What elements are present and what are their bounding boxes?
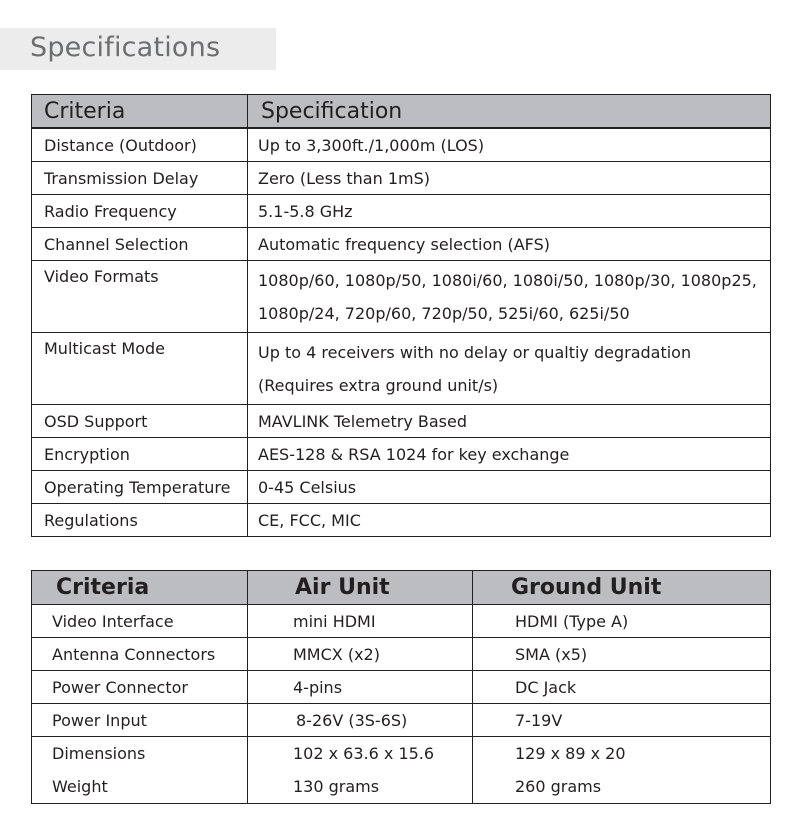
table-row <box>32 261 771 333</box>
criteria-cell: Antenna Connectors <box>32 638 248 671</box>
criteria-cell: Power Input <box>32 704 248 737</box>
table-row <box>32 704 771 737</box>
air-unit-cell: MMCX (x2) <box>248 638 473 671</box>
criteria-cell: Encryption <box>32 438 248 471</box>
header-air-unit: Air Unit <box>248 571 473 605</box>
spec-cell <box>248 333 771 405</box>
table-row <box>32 504 771 537</box>
air-unit-cell: 4-pins <box>248 671 473 704</box>
air-unit-cell: 8-26V (3S-6S) <box>248 704 473 737</box>
table-header-row <box>32 95 771 129</box>
table-row <box>32 333 771 405</box>
ground-unit-cell: HDMI (Type A) <box>473 605 771 638</box>
table-row <box>32 671 771 704</box>
table-header-row <box>32 571 771 605</box>
air-unit-line: 102 x 63.6 x 15.6 <box>293 744 435 763</box>
criteria-cell: OSD Support <box>32 405 248 438</box>
units-comparison-table <box>31 570 771 804</box>
criteria-cell: Transmission Delay <box>32 162 248 195</box>
spec-line: Up to 4 receivers with no delay or qualtiy degradation <box>258 342 692 362</box>
specifications-table <box>31 94 771 537</box>
spec-cell: 5.1-5.8 GHz <box>248 195 771 228</box>
spec-cell: Up to 3,300ft./1,000m (LOS) <box>248 128 771 162</box>
header-specification: Specification <box>248 95 771 129</box>
table-row <box>32 128 771 162</box>
ground-unit-cell: SMA (x5) <box>473 638 771 671</box>
spec-cell <box>248 261 771 333</box>
air-unit-cell: mini HDMI <box>248 605 473 638</box>
spec-cell: Zero (Less than 1mS) <box>248 162 771 195</box>
criteria-cell: Regulations <box>32 504 248 537</box>
spec-cell: AES-128 & RSA 1024 for key exchange <box>248 438 771 471</box>
criteria-cell: Channel Selection <box>32 228 248 261</box>
criteria-cell: Radio Frequency <box>32 195 248 228</box>
ground-unit-line: 129 x 89 x 20 <box>515 744 626 763</box>
ground-unit-cell: 7-19V <box>473 704 771 737</box>
table-row <box>32 195 771 228</box>
header-ground-unit: Ground Unit <box>473 571 771 605</box>
spec-cell: 0-45 Celsius <box>248 471 771 504</box>
table-row <box>32 605 771 638</box>
ground-unit-cell <box>473 737 771 804</box>
criteria-line: Weight <box>52 777 108 796</box>
table-row <box>32 471 771 504</box>
spec-line: (Requires extra ground unit/s) <box>258 375 499 395</box>
page-title: Specifications <box>30 32 221 63</box>
table-row <box>32 638 771 671</box>
criteria-cell: Multicast Mode <box>32 333 248 405</box>
air-unit-cell <box>248 737 473 804</box>
table-row <box>32 438 771 471</box>
criteria-line: Dimensions <box>52 744 146 763</box>
header-criteria: Criteria <box>32 571 248 605</box>
criteria-cell: Video Interface <box>32 605 248 638</box>
spec-line: 1080p/60, 1080p/50, 1080i/60, 1080i/50, 1080p/30, 1080p25, <box>258 270 757 290</box>
criteria-cell <box>32 737 248 804</box>
table-row <box>32 228 771 261</box>
air-unit-line: 130 grams <box>293 777 380 796</box>
criteria-cell: Distance (Outdoor) <box>32 128 248 162</box>
table-row <box>32 405 771 438</box>
criteria-cell: Video Formats <box>32 261 248 333</box>
table-row <box>32 162 771 195</box>
spec-cell: Automatic frequency selection (AFS) <box>248 228 771 261</box>
criteria-cell: Power Connector <box>32 671 248 704</box>
ground-unit-cell: DC Jack <box>473 671 771 704</box>
spec-line: 1080p/24, 720p/60, 720p/50, 525i/60, 625i/50 <box>258 303 630 323</box>
table-row <box>32 737 771 804</box>
ground-unit-line: 260 grams <box>515 777 602 796</box>
spec-cell: MAVLINK Telemetry Based <box>248 405 771 438</box>
criteria-cell: Operating Temperature <box>32 471 248 504</box>
spec-cell: CE, FCC, MIC <box>248 504 771 537</box>
header-criteria: Criteria <box>32 95 248 129</box>
